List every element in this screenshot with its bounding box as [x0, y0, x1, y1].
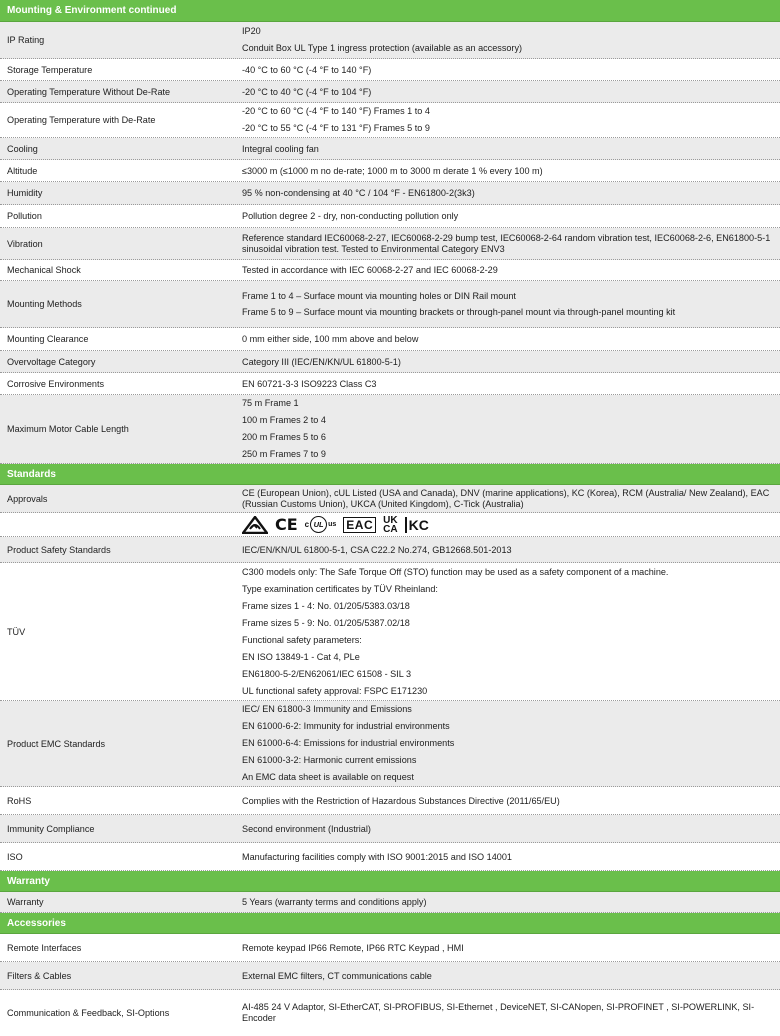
row-value	[236, 537, 780, 562]
value-line: 250 m Frames 7 to 9	[242, 449, 326, 459]
value-line: Conduit Box UL Type 1 ingress protection (available as an accessory)	[242, 43, 523, 53]
row-label: Immunity Compliance	[7, 823, 95, 834]
row-value	[236, 395, 780, 463]
row-mounting-clearance	[0, 328, 780, 351]
row-value	[236, 205, 780, 227]
value-line: ≤3000 m (≤1000 m no de-rate; 1000 m to 3000 m derate 1 % every 100 m)	[242, 165, 543, 176]
value-line: EN61800-5-2/EN62061/IEC 61508 - SIL 3	[242, 668, 412, 679]
row-value	[236, 351, 780, 372]
section-title: Standards	[7, 468, 56, 480]
value-line: EN 61000-3-2: Harmonic current emissions	[242, 755, 417, 765]
value-line: EN 61000-6-2: Immunity for industrial environments	[242, 721, 450, 731]
row-value	[236, 281, 780, 327]
row-value	[236, 701, 780, 786]
row-label: Warranty	[7, 897, 44, 907]
value-line: 75 m Frame 1	[242, 398, 299, 408]
row-value	[236, 513, 780, 536]
row-value	[236, 787, 780, 814]
row-storage-temperature	[0, 59, 780, 81]
row-mounting-methods	[0, 281, 780, 328]
value-line: Tested in accordance with IEC 60068-2-27 and IEC 60068-2-29	[242, 265, 498, 275]
value-line: C300 models only: The Safe Torque Off (STO) function may be used as a safety component of a machine.	[242, 566, 669, 577]
row-tuv	[0, 563, 780, 701]
row-label: Product Safety Standards	[7, 544, 111, 555]
value-line: EN 61000-6-4: Emissions for industrial environments	[242, 738, 455, 748]
value-line: IEC/EN/KN/UL 61800-5-1, CSA C22.2 No.274, GB12668.501-2013	[242, 544, 512, 555]
section-title: Mounting & Environment continued	[7, 5, 177, 16]
row-value	[236, 228, 780, 259]
value-line: An EMC data sheet is available on request	[242, 772, 414, 782]
row-value	[236, 485, 780, 512]
row-label: IP Rating	[7, 35, 45, 45]
row-value	[236, 260, 780, 280]
row-label: Cooling	[7, 143, 38, 154]
cul-us-letters: us	[328, 520, 337, 528]
row-label: Operating Temperature with De-Rate	[7, 115, 156, 125]
row-value	[236, 815, 780, 842]
row-iso	[0, 843, 780, 871]
value-line: Category III (IEC/EN/KN/UL 61800-5-1)	[242, 356, 401, 367]
row-label: Storage Temperature	[7, 64, 93, 75]
section-title: Accessories	[7, 917, 66, 929]
row-label: Product EMC Standards	[7, 738, 106, 749]
row-value	[236, 934, 780, 961]
section-title: Warranty	[7, 875, 50, 887]
row-humidity	[0, 182, 780, 205]
ul-circle: UL	[310, 516, 327, 533]
row-operating-temp-without-derate	[0, 81, 780, 103]
row-value	[236, 22, 780, 58]
value-line: Reference standard IEC60068-2-27, IEC60068-2-29 bump test, IEC60068-2-64 random vibration test, IEC60068-2-6, EN61800-5-1 sinusoidal vibration test. Tested to Environmental Category ENV3	[242, 232, 771, 254]
row-value	[236, 990, 780, 1036]
value-line: CE (European Union), cUL Listed (USA and Canada), DNV (marine applications), KC (Korea), RCM (Australia/ New Zealand), EAC (Russian Customs Union), UKCA (United Kingdom), C-Tick (Australia)	[242, 487, 770, 509]
row-label: Humidity	[7, 188, 43, 198]
row-label: Maximum Motor Cable Length	[7, 424, 129, 434]
row-operating-temp-with-derate	[0, 103, 780, 138]
value-line: Remote keypad IP66 Remote, IP66 RTC Keypad , HMI	[242, 942, 464, 953]
value-line: External EMC filters, CT communications cable	[242, 970, 432, 981]
value-line: 0 mm either side, 100 mm above and below	[242, 334, 419, 344]
row-rohs	[0, 787, 780, 815]
value-line: EN ISO 13849-1 - Cat 4, PLe	[242, 651, 360, 662]
value-line: Functional safety parameters:	[242, 634, 362, 645]
row-label: Mechanical Shock	[7, 265, 81, 275]
cul-c-letter: c	[304, 519, 310, 529]
row-maximum-motor-cable-length	[0, 395, 780, 464]
row-label: Mounting Clearance	[7, 334, 89, 344]
row-approvals	[0, 485, 780, 513]
value-line: -20 °C to 55 °C (-4 °F to 131 °F) Frames 5 to 9	[242, 123, 430, 133]
value-line: Frame 1 to 4 – Surface mount via mounting holes or DIN Rail mount	[242, 291, 516, 301]
ce-mark-icon: CE	[275, 514, 298, 534]
value-line: 95 % non-condensing at 40 °C / 104 °F - EN61800-2(3k3)	[242, 188, 475, 198]
row-value	[236, 103, 780, 137]
value-line: AI-485 24 V Adaptor, SI-EtherCAT, SI-PROFIBUS, SI-Ethernet , DeviceNET, SI-CANopen, SI-PROFINET , SI-POWERLINK, SI-Encoder	[242, 1002, 755, 1023]
row-value	[236, 843, 780, 870]
row-communication-feedback	[0, 990, 780, 1036]
value-line: UL functional safety approval: FSPC E171230	[242, 685, 428, 696]
value-line: 200 m Frames 5 to 6	[242, 432, 326, 442]
value-line: Frame sizes 5 - 9: No. 01/205/5387.02/18	[242, 617, 410, 628]
value-line: Type examination certificates by TÜV Rheinland:	[242, 583, 438, 594]
value-line: -20 °C to 60 °C (-4 °F to 140 °F) Frames 1 to 4	[242, 106, 430, 116]
row-pollution	[0, 205, 780, 228]
value-line: Frame sizes 1 - 4: No. 01/205/5383.03/18	[242, 600, 410, 611]
ukca-mark-icon	[383, 516, 397, 534]
row-altitude	[0, 160, 780, 182]
row-value	[236, 138, 780, 159]
section-accessories	[0, 913, 780, 934]
value-line: Second environment (Industrial)	[242, 823, 371, 834]
value-line: Pollution degree 2 - dry, non-conducting pollution only	[242, 211, 459, 221]
row-label: Pollution	[7, 211, 42, 221]
rcm-mark-icon	[242, 516, 268, 534]
row-filters-cables	[0, 962, 780, 990]
kc-mark-icon: KC	[405, 517, 429, 533]
row-immunity-compliance	[0, 815, 780, 843]
section-standards	[0, 464, 780, 485]
row-label: Overvoltage Category	[7, 356, 96, 367]
row-product-emc-standards	[0, 701, 780, 787]
row-product-safety-standards	[0, 537, 780, 563]
row-approval-logos	[0, 513, 780, 537]
value-line: EN 60721-3-3 ISO9223 Class C3	[242, 378, 377, 389]
row-remote-interfaces	[0, 934, 780, 962]
value-line: -20 °C to 40 °C (-4 °F to 104 °F)	[242, 86, 372, 97]
value-line: Frame 5 to 9 – Surface mount via mounting brackets or through-panel mount via through-panel mounting kit	[242, 307, 676, 317]
value-line: IEC/ EN 61800-3 Immunity and Emissions	[242, 704, 412, 714]
cul-listed-icon	[305, 516, 337, 533]
row-cooling	[0, 138, 780, 160]
value-line: IP20	[242, 26, 261, 36]
row-label: Approvals	[7, 493, 48, 504]
row-value	[236, 59, 780, 80]
row-label: Corrosive Environments	[7, 378, 105, 389]
value-line: 100 m Frames 2 to 4	[242, 415, 326, 425]
value-line: Complies with the Restriction of Hazardous Substances Directive (2011/65/EU)	[242, 795, 560, 806]
row-corrosive-environments	[0, 373, 780, 395]
row-warranty	[0, 892, 780, 913]
row-label: TÜV	[7, 626, 26, 637]
ukca-bottom: CA	[383, 523, 398, 535]
section-mounting-environment	[0, 0, 780, 22]
row-label: Operating Temperature Without De-Rate	[7, 86, 171, 97]
row-value	[236, 892, 780, 912]
row-value	[236, 182, 780, 204]
row-ip-rating	[0, 22, 780, 59]
row-label: Vibration	[7, 238, 43, 249]
row-label: Mounting Methods	[7, 299, 82, 309]
row-mechanical-shock	[0, 260, 780, 281]
row-value	[236, 328, 780, 350]
row-label: Filters & Cables	[7, 970, 72, 981]
value-line: -40 °C to 60 °C (-4 °F to 140 °F)	[242, 64, 372, 75]
row-label: ISO	[7, 851, 23, 862]
row-label: RoHS	[7, 795, 32, 806]
row-label-empty	[0, 513, 236, 536]
row-value	[236, 373, 780, 394]
ukca-top: UK	[383, 514, 398, 526]
value-line: Integral cooling fan	[242, 143, 319, 154]
row-value	[236, 962, 780, 989]
row-value	[236, 563, 780, 700]
row-vibration	[0, 228, 780, 260]
section-warranty	[0, 871, 780, 892]
row-label: Communication & Feedback, SI-Options	[7, 1008, 170, 1018]
value-line: 5 Years (warranty terms and conditions apply)	[242, 897, 427, 907]
row-overvoltage-category	[0, 351, 780, 373]
value-line: Manufacturing facilities comply with ISO 9001:2015 and ISO 14001	[242, 851, 512, 862]
row-value	[236, 160, 780, 181]
row-label: Remote Interfaces	[7, 942, 82, 953]
row-label: Altitude	[7, 165, 38, 176]
eac-mark-icon: EAC	[343, 517, 376, 533]
approval-logos	[242, 516, 776, 534]
row-value	[236, 81, 780, 102]
